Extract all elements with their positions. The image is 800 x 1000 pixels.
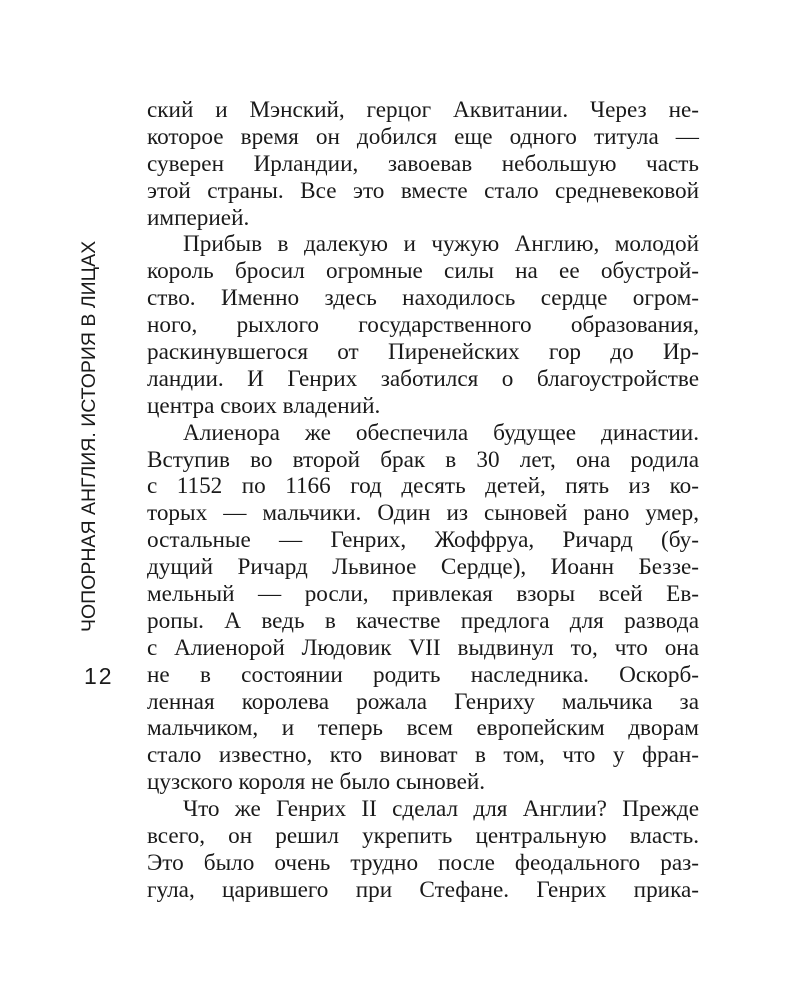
text-line: ский и Мэнский, герцог Аквитании. Через не- — [147, 97, 699, 123]
running-title: ЧОПОРНАЯ АНГЛИЯ. ИСТОРИЯ В ЛИЦАХ — [78, 240, 100, 632]
text-line: ного, рыхлого государственного образования, — [147, 312, 699, 339]
text-line: король бросил огромные силы на ее обустрой- — [147, 258, 699, 285]
text-line: ленная королева рожала Генриху мальчика за — [147, 688, 699, 715]
text-line: цузского короля не было сыновей. — [147, 769, 486, 796]
text-line: ство. Именно здесь находилось сердце огром- — [147, 285, 699, 312]
text-line: ландии. И Генрих заботился о благоустройстве — [147, 365, 699, 392]
text-line: остальные — Генрих, Жоффруа, Ричард (бу- — [147, 527, 699, 554]
text-line: торых — мальчики. Один из сыновей рано умер, — [147, 500, 699, 527]
text-line: стало известно, кто виноват в том, что у фран- — [147, 742, 699, 769]
text-line: Что же Генрих II сделал для Англии? Прежде — [183, 796, 699, 823]
text-line: суверен Ирландии, завоевав небольшую часть — [147, 150, 699, 177]
text-line: раскинувшегося от Пиренейских гор до Ир- — [147, 339, 699, 366]
text-line: всего, он решил укрепить центральную власть. — [147, 823, 699, 850]
text-line: ропы. А ведь в качестве предлога для развода — [147, 607, 699, 634]
text-line: Прибыв в далекую и чужую Англию, молодой — [183, 231, 699, 258]
text-line: мальчиком, и теперь всем европейским дворам — [147, 715, 699, 742]
text-line: которое время он добился еще одного титула — — [147, 123, 699, 150]
text-line: Алиенора же обеспечила будущее династии. — [183, 419, 699, 446]
text-line: с Алиенорой Людовик VII выдвинул то, что она — [147, 634, 699, 661]
text-line: империей. — [147, 204, 250, 231]
body-text — [147, 97, 699, 904]
page-number: 12 — [84, 663, 114, 689]
text-line: не в состоянии родить наследника. Оскорб- — [147, 661, 699, 688]
text-line: мельный — росли, привлекая взоры всей Ев- — [147, 581, 699, 608]
text-line: гула, царившего при Стефане. Генрих прика- — [147, 876, 699, 903]
text-line: центра своих владений. — [147, 392, 381, 419]
text-line: дущий Ричард Львиное Сердце), Иоанн Беззе- — [147, 554, 699, 581]
text-line: с 1152 по 1166 год десять детей, пять из ко- — [147, 473, 699, 500]
text-line: Это было очень трудно после феодального раз- — [147, 849, 699, 876]
text-line: этой страны. Все это вместе стало средневековой — [147, 177, 699, 204]
text-line: Вступив во второй брак в 30 лет, она родила — [147, 446, 699, 473]
